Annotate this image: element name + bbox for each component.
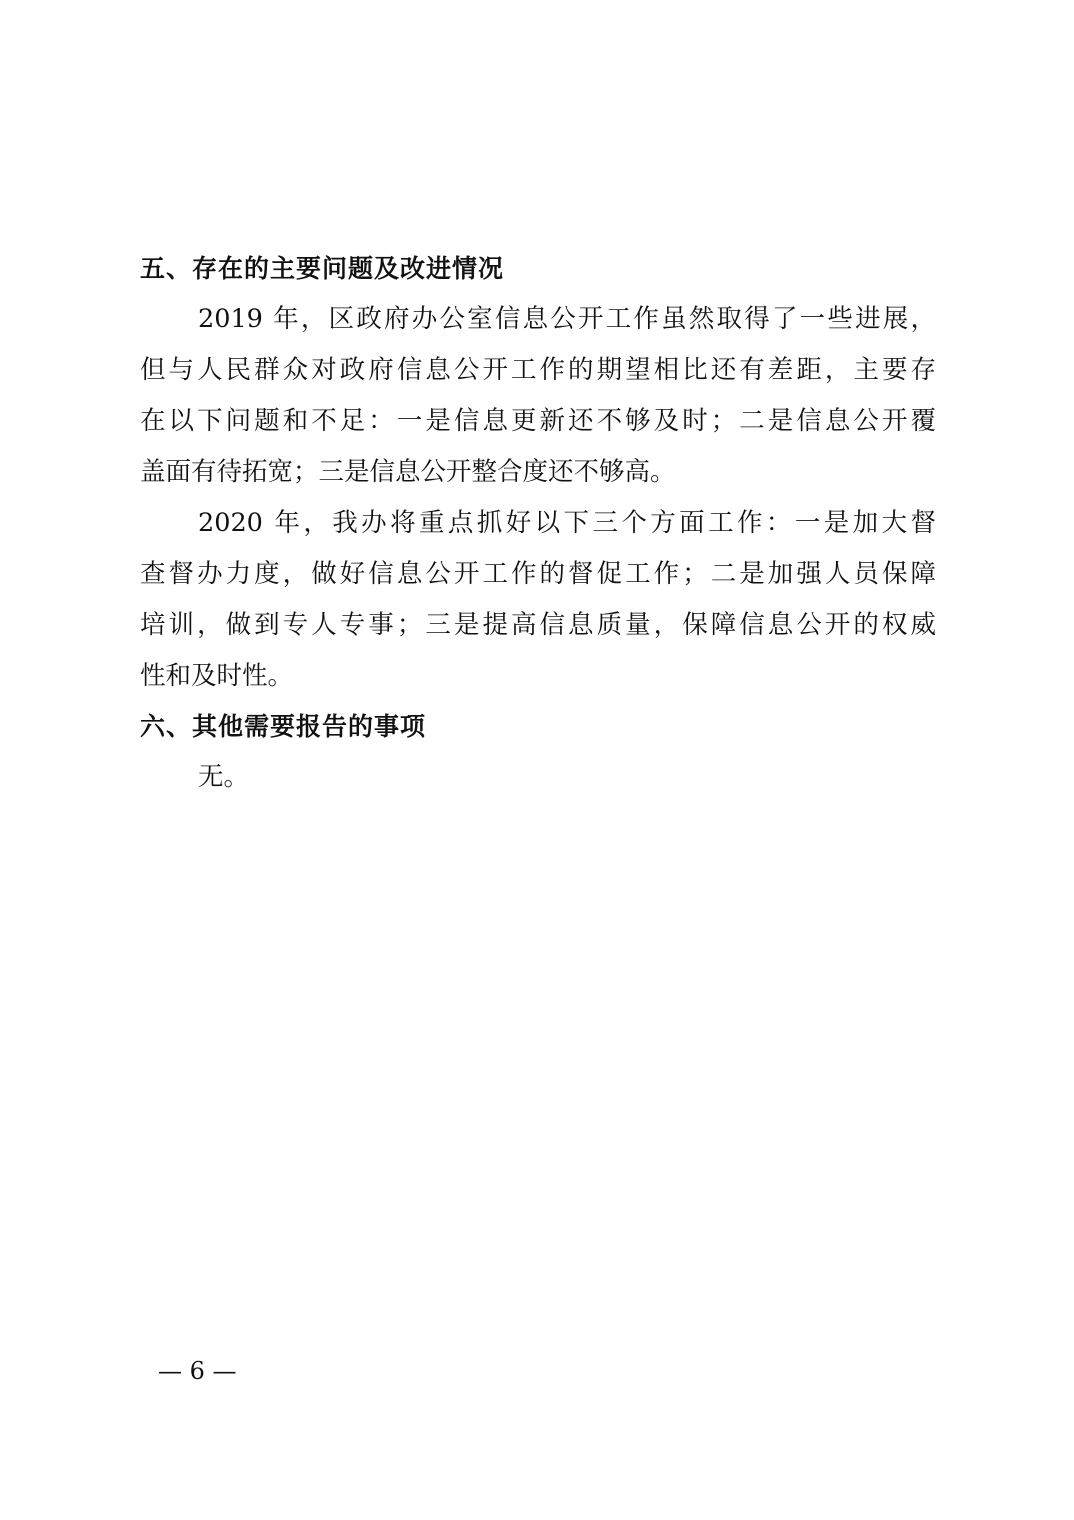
page-number: — 6 —: [158, 1357, 237, 1385]
paragraph-line: 性和及时性。: [140, 661, 294, 691]
paragraph-other-matters: [140, 752, 936, 803]
page-content: [140, 244, 936, 803]
paragraph-line: 无。: [198, 762, 250, 792]
paragraph-problems: [140, 294, 936, 498]
paragraph-line: 但与人民群众对政府信息公开工作的期望相比还有差距，主要存: [140, 355, 936, 385]
paragraph-line: 2020 年，我办将重点抓好以下三个方面工作：一是加大督: [198, 508, 936, 538]
paragraph-line: 盖面有待拓宽；三是信息公开整合度还不够高。: [140, 457, 676, 487]
paragraph-line: 查督办力度，做好信息公开工作的督促工作；二是加强人员保障: [140, 559, 936, 589]
section-heading-problems: 五、存在的主要问题及改进情况: [140, 254, 505, 283]
paragraph-improvements: [140, 498, 936, 702]
section-heading-other-matters: 六、其他需要报告的事项: [140, 712, 427, 741]
paragraph-line: 2019 年，区政府办公室信息公开工作虽然取得了一些进展，: [198, 304, 936, 334]
paragraph-line: 在以下问题和不足：一是信息更新还不够及时；二是信息公开覆: [140, 406, 936, 436]
paragraph-line: 培训，做到专人专事；三是提高信息质量，保障信息公开的权威: [140, 610, 936, 640]
